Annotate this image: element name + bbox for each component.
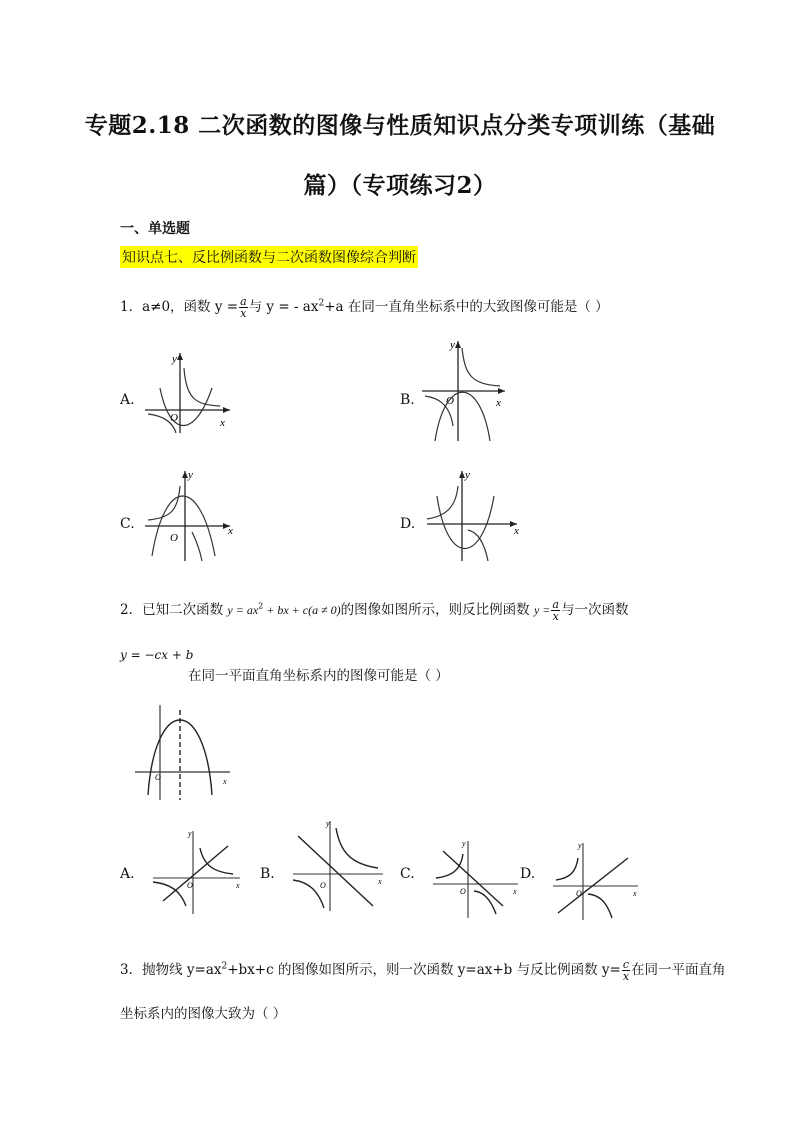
svg-text:x: x	[514, 525, 519, 537]
svg-text:x: x	[378, 877, 382, 886]
svg-text:y: y	[450, 339, 455, 351]
q1-option-d[interactable]: D.	[400, 516, 416, 532]
svg-text:x: x	[223, 777, 227, 786]
svg-text:O: O	[576, 889, 582, 898]
svg-text:O: O	[187, 881, 193, 890]
q2-graph-b	[288, 816, 388, 916]
q1-option-a[interactable]: A.	[120, 392, 135, 408]
q2-option-c[interactable]: C.	[400, 866, 415, 882]
question-2: 2．已知二次函数 $y = ax^2$ + bx + c(a ≠ 0)的图像如图所示，则反比例函数 y = $\frac{a}{x}$ 与一次函数	[120, 598, 629, 623]
page-title: 专题2.18 二次函数的图像与性质知识点分类专项训练（基础	[84, 112, 716, 139]
page-title-line2: 篇）（专项练习2）	[303, 172, 497, 199]
q2-fraction: $\frac{a}{x}$	[552, 598, 559, 623]
q3-text2: +bx+c 的图像如图所示，则一次函数 y=ax+b 与反比例函数 y=	[227, 962, 621, 978]
svg-text:y: y	[172, 353, 177, 365]
q2-reference-parabola	[130, 700, 240, 805]
svg-text:O: O	[170, 532, 178, 544]
svg-text:x: x	[236, 881, 240, 890]
q2-option-a[interactable]: A.	[120, 866, 135, 882]
svg-text:x: x	[633, 889, 637, 898]
q1-graph-c	[140, 466, 240, 566]
q1-graph-a	[140, 348, 240, 438]
q1-graph-d	[422, 466, 522, 566]
section-heading: 一、单选题	[120, 221, 190, 237]
q1-sup: 2	[318, 298, 325, 309]
q1-graph-b	[420, 336, 520, 446]
svg-text:y: y	[465, 469, 470, 481]
svg-text:x: x	[496, 397, 501, 409]
q3-line2: 坐标系内的图像大致为（ ）	[120, 1006, 287, 1022]
q1-option-c[interactable]: C.	[120, 516, 135, 532]
svg-text:O: O	[155, 773, 161, 782]
q2-graph-c	[428, 836, 523, 921]
svg-text:O: O	[320, 881, 326, 890]
svg-text:y: y	[462, 839, 466, 848]
q1-option-b[interactable]: B.	[400, 392, 415, 408]
q2-number: 2．	[120, 602, 143, 618]
q1-cond: a≠0，函数 y =	[142, 299, 239, 315]
question-1	[120, 295, 609, 319]
svg-text:y: y	[188, 469, 193, 481]
q2-graph-a	[148, 826, 248, 918]
svg-text:O: O	[446, 395, 454, 407]
q1-number: 1．	[120, 299, 143, 315]
q1-mid: 与 y = - ax	[248, 299, 319, 315]
q3-number: 3．	[120, 962, 143, 978]
q2-after: 与一次函数	[560, 602, 629, 618]
q2-line2-func: y = −cx + b	[120, 648, 194, 662]
q2-func: y = ax	[227, 603, 259, 617]
q2-pre: 已知二次函数	[142, 602, 224, 618]
knowledge-point-highlight: 知识点七、反比例函数与二次函数图像综合判断	[120, 246, 418, 268]
q2-option-b[interactable]: B.	[260, 866, 275, 882]
q1-tail: +a 在同一直角坐标系中的大致图像可能是（ ）	[324, 299, 609, 315]
svg-text:x: x	[220, 417, 225, 429]
svg-text:x: x	[513, 887, 517, 896]
svg-text:O: O	[460, 887, 466, 896]
svg-text:y: y	[578, 841, 582, 850]
q2-line2-text: 在同一平面直角坐标系内的图像可能是（ ）	[188, 668, 449, 684]
q2-option-d[interactable]: D.	[520, 866, 536, 882]
q3-fraction: $\frac{c}{x}$	[622, 958, 630, 983]
svg-text:O: O	[170, 412, 178, 424]
q1-fraction: $\frac{a}{x}$	[240, 295, 247, 320]
svg-text:x: x	[228, 525, 233, 537]
q3-text1: 抛物线 y=ax	[142, 962, 222, 978]
question-3: 3．抛物线 $y=ax^2+bx+c$ 的图像如图所示，则一次函数 y=ax+b 与反比例函数 y= $\frac{c}{x}$ 在同一平面直角	[120, 958, 726, 983]
svg-text:y: y	[326, 819, 330, 828]
svg-text:y: y	[188, 829, 192, 838]
q2-graph-d	[548, 838, 643, 923]
q2-mid: 的图像如图所示，则反比例函数	[340, 602, 530, 618]
q3-text3: 在同一平面直角	[631, 962, 726, 978]
q2-func-tail: + bx + c(a ≠ 0)	[263, 603, 341, 617]
